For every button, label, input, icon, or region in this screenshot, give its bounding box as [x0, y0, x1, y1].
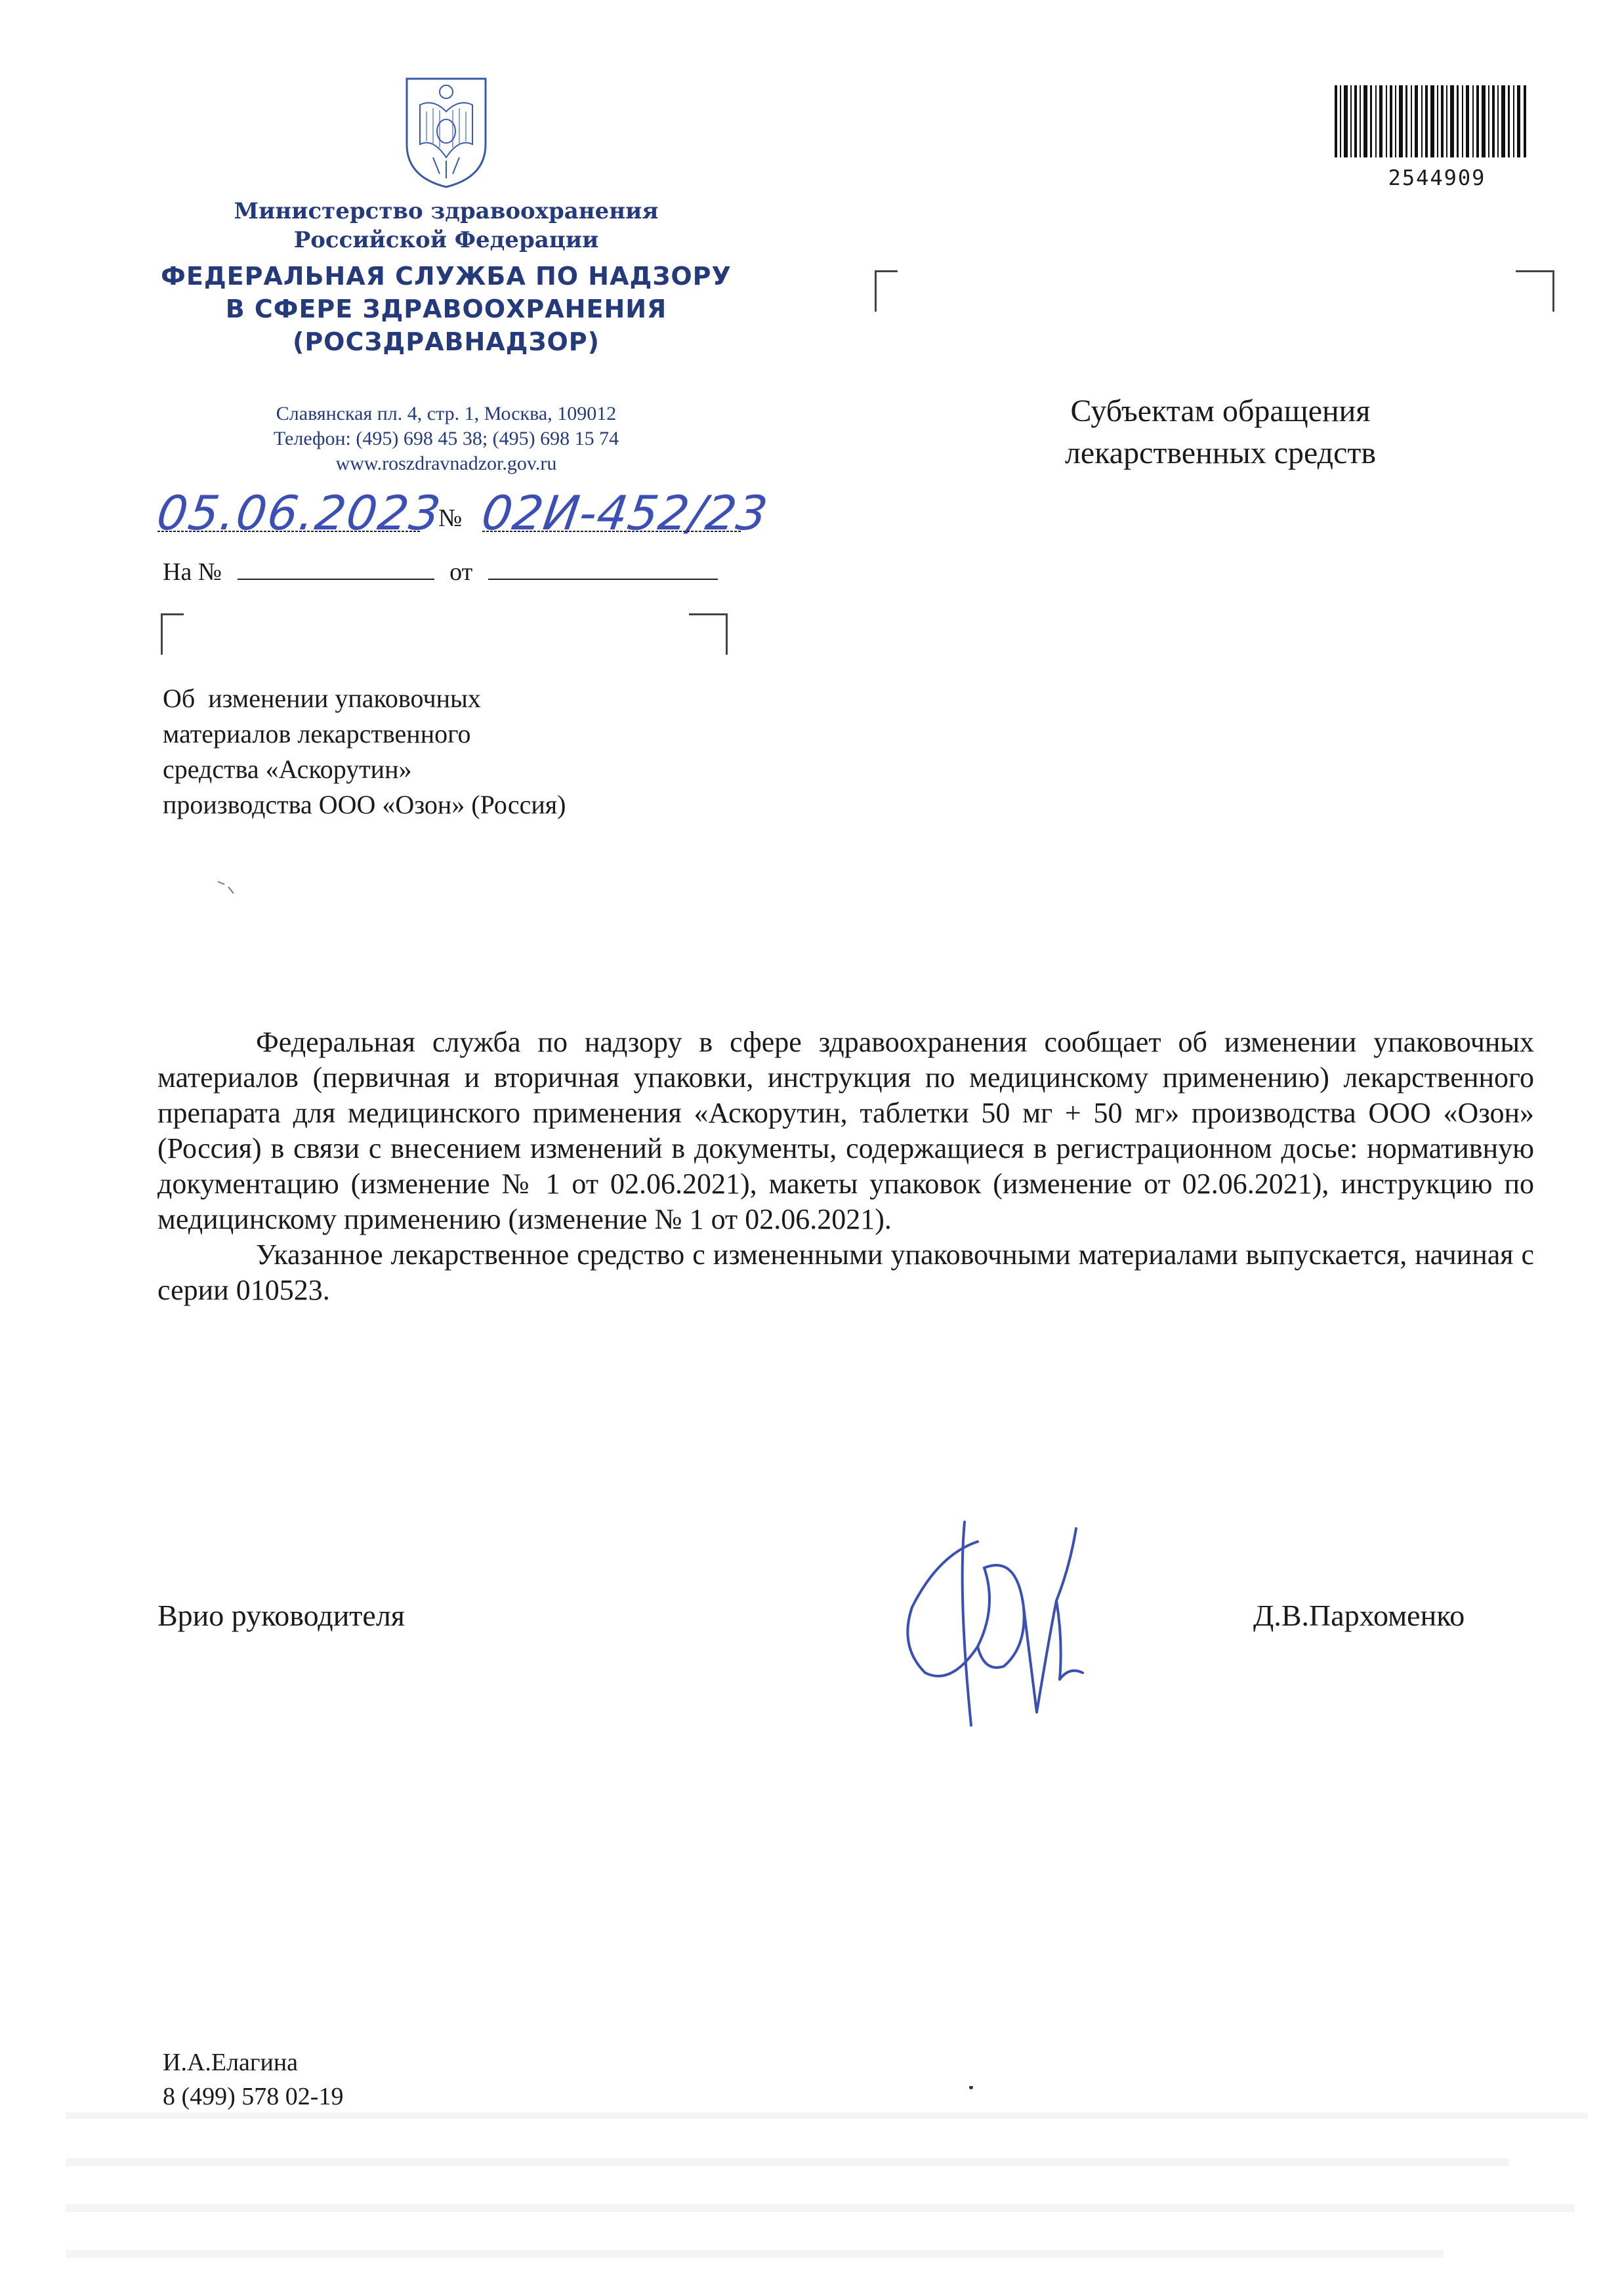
registration-number: 02И-452/23: [478, 485, 772, 541]
coat-of-arms-emblem: [394, 66, 499, 190]
subject-line-3: средства «Аскорутин»: [163, 754, 412, 784]
addressee-line-2: лекарственных средств: [1064, 436, 1377, 470]
registration-number-label: №: [438, 504, 463, 532]
agency-address: Славянская пл. 4, стр. 1, Москва, 109012: [276, 403, 617, 424]
agency-website: www.roszdravnadzor.gov.ru: [335, 453, 557, 474]
executor-phone: 8 (499) 578 02-19: [163, 2083, 344, 2110]
letter-subject: [163, 681, 753, 823]
reply-number-label: На №: [163, 558, 222, 586]
agency-name: [131, 260, 761, 358]
scan-artifacts: [66, 2086, 1588, 2283]
ministry-name: [157, 197, 735, 255]
agency-phone: Телефон: (495) 698 45 38; (495) 698 15 74: [273, 428, 619, 449]
subject-corner-left: [161, 613, 184, 655]
barcode: [1332, 85, 1529, 171]
executor-name: И.А.Елагина: [163, 2049, 299, 2076]
agency-line-1: ФЕДЕРАЛЬНАЯ СЛУЖБА ПО НАДЗОРУ: [161, 262, 732, 291]
letter-body: [157, 1025, 1534, 1308]
reply-date-field: [488, 556, 718, 580]
addressee-corner-right: [1516, 270, 1554, 312]
addressee-line-1: Субъектам обращения: [1070, 394, 1371, 428]
signatory-title: Врио руководителя: [157, 1599, 405, 1632]
reply-from-label: от: [449, 558, 473, 586]
subject-line-4: производства ООО «Озон» (Россия): [163, 790, 566, 819]
subject-line-2: материалов лекарственного: [163, 719, 471, 748]
body-paragraph-1: Федеральная служба по надзору в сфере здравоохранения сообщает об изменении упаковочных материалов (первичная и вторичная упаковки, инструкция по медицинскому применению) лекарственного препарата для медицинского применения «Аскорутин, таблетки 50 мг + 50 мг» производства ООО «Озон» (Россия) в связи с внесением изменений в документы, содержащиеся в регистрационном досье: нормативную документацию (изменение № 1 от 02.06.2021), макеты упаковок (изменение от 02.06.2021), инструкцию по медицинскому применению (изменение № 1 от 02.06.2021).: [157, 1026, 1534, 1235]
reply-number-field: [238, 556, 434, 580]
subject-corner-right: [689, 613, 728, 655]
agency-line-2: В СФЕРЕ ЗДРАВООХРАНЕНИЯ: [225, 295, 667, 323]
handwritten-signature: [886, 1515, 1096, 1732]
addressee: [971, 390, 1470, 474]
body-paragraph-2: Указанное лекарственное средство с измененными упаковочными материалами выпускается, начиная с серии 010523.: [157, 1239, 1534, 1306]
scan-mark: [217, 879, 243, 899]
barcode-number: 2544909: [1388, 165, 1486, 190]
signatory-name: Д.В.Пархоменко: [1253, 1599, 1465, 1632]
reply-reference-line: [163, 556, 718, 586]
subject-line-1: Об изменении упаковочных: [163, 684, 481, 713]
registration-date: 05.06.2023: [154, 485, 446, 541]
addressee-corner-left: [875, 270, 898, 312]
ministry-line-2: Российской Федерации: [293, 227, 599, 253]
ministry-line-1: Министерство здравоохранения: [234, 198, 659, 224]
registration-underline: [157, 528, 741, 535]
agency-contacts: [157, 401, 735, 476]
agency-line-3: (РОСЗДРАВНАДЗОР): [292, 327, 600, 356]
